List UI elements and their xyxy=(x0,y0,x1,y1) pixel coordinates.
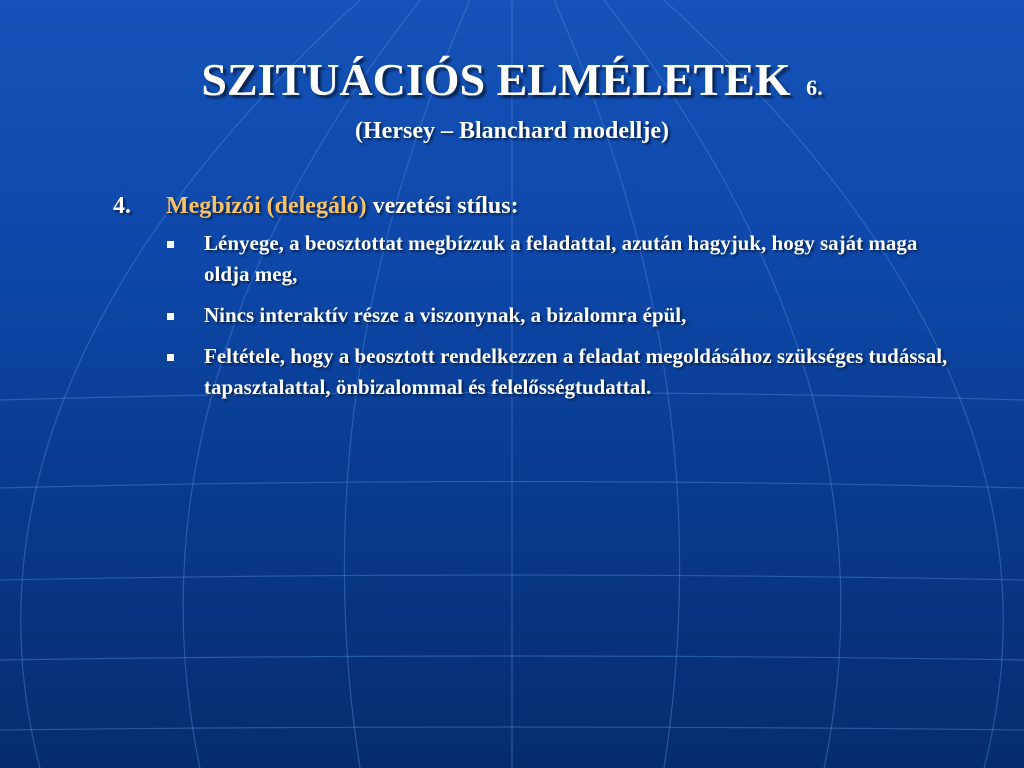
slide-header xyxy=(0,52,1024,146)
item-number: 4. xyxy=(113,193,131,219)
slide-title xyxy=(0,52,1024,116)
slide-title-number: 6. xyxy=(806,75,823,100)
bullet-item xyxy=(166,228,973,290)
bullet-text: Feltétele, hogy a beosztott rendelkezzen a feladat megoldásához szükséges tudással, tapasztalattal, önbizalommal és felelősségtudattal. xyxy=(204,344,948,399)
square-bullet-icon xyxy=(166,341,204,403)
square-bullet-icon xyxy=(166,228,204,290)
slide-title-text: SZITUÁCIÓS ELMÉLETEK xyxy=(201,54,791,105)
item-highlight: Megbízói (delegáló) xyxy=(166,193,367,219)
item-heading-rest: vezetési stílus: xyxy=(366,193,519,219)
bullet-item xyxy=(166,341,973,403)
slide-content xyxy=(113,190,973,413)
bullet-item xyxy=(166,300,973,331)
square-bullet-icon xyxy=(166,300,204,331)
slide-subtitle: (Hersey – Blanchard modellje) xyxy=(355,118,669,144)
numbered-item xyxy=(113,190,973,222)
bullet-text: Nincs interaktív része a viszonynak, a bizalomra épül, xyxy=(204,303,687,327)
item-heading xyxy=(166,190,519,222)
bullet-list xyxy=(113,228,973,403)
bullet-text: Lényege, a beosztottat megbízzuk a feladattal, azután hagyjuk, hogy saját maga oldja meg, xyxy=(204,231,918,286)
